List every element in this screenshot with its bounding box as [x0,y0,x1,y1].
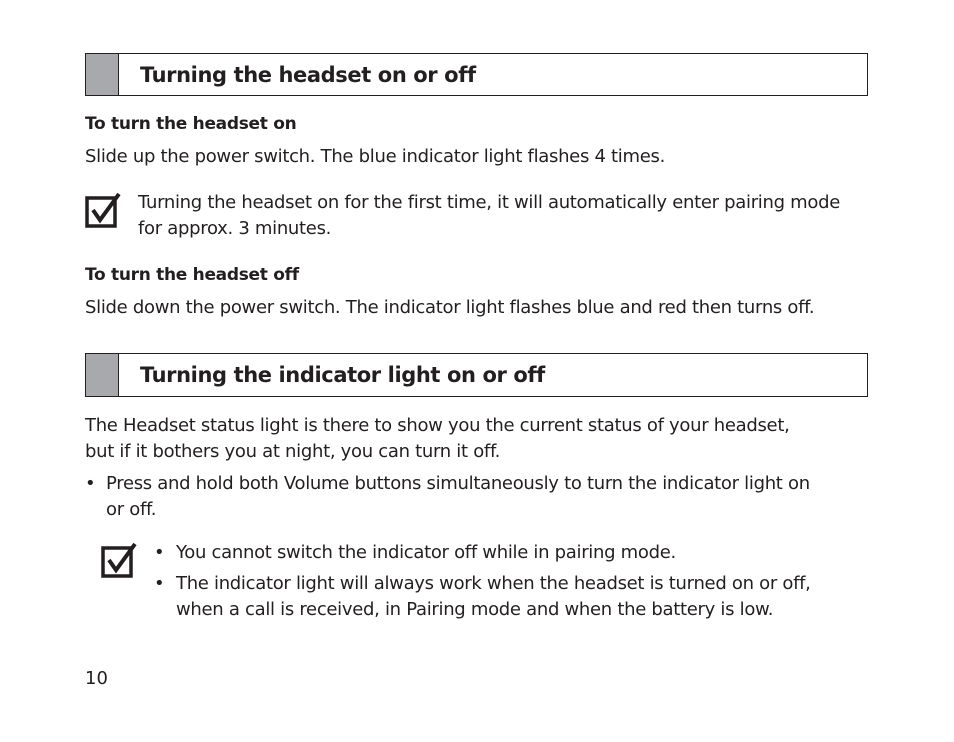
intro-line-1: The Headset status light is there to show you the current status of your headset, [85,415,790,436]
checkbox-note-icon [85,193,121,229]
note-item-text-line-1: You cannot switch the indicator off while in pairing mode. [176,542,676,563]
note-text-line-2: for approx. 3 minutes. [138,218,332,239]
section-header-headset-power [85,53,868,96]
intro-line-2: but if it bothers you at night, you can turn it off. [85,441,501,462]
bullet-marker: • [154,542,165,563]
note-item-text-line-1: The indicator light will always work when the headset is turned on or off, [176,573,811,594]
section-title: Turning the headset on or off [140,62,476,87]
paragraph-turn-off: Slide down the power switch. The indicator light flashes blue and red then turns off. [85,297,815,318]
list-item [154,571,854,623]
paragraph-turn-on: Slide up the power switch. The blue indicator light flashes 4 times. [85,146,665,167]
checkbox-note-icon [101,543,137,579]
list-item [85,471,865,523]
note-text-line-1: Turning the headset on for the first time, it will automatically enter pairing mode [138,192,840,213]
bullet-marker: • [154,573,165,594]
note-item-text-line-2: when a call is received, in Pairing mode and when the battery is low. [176,599,774,620]
list-item [154,540,854,566]
section-header-indicator-light [85,353,868,397]
section-header-tab [86,354,119,396]
bullet-text-line-2: or off. [106,499,157,520]
section-header-tab [86,54,119,95]
bullet-marker: • [85,473,96,494]
bullet-text-line-1: Press and hold both Volume buttons simultaneously to turn the indicator light on [106,473,810,494]
subheading-turn-on: To turn the headset on [85,114,297,134]
subheading-turn-off: To turn the headset off [85,265,299,285]
section-title: Turning the indicator light on or off [140,363,545,387]
page-number: 10 [85,668,108,689]
